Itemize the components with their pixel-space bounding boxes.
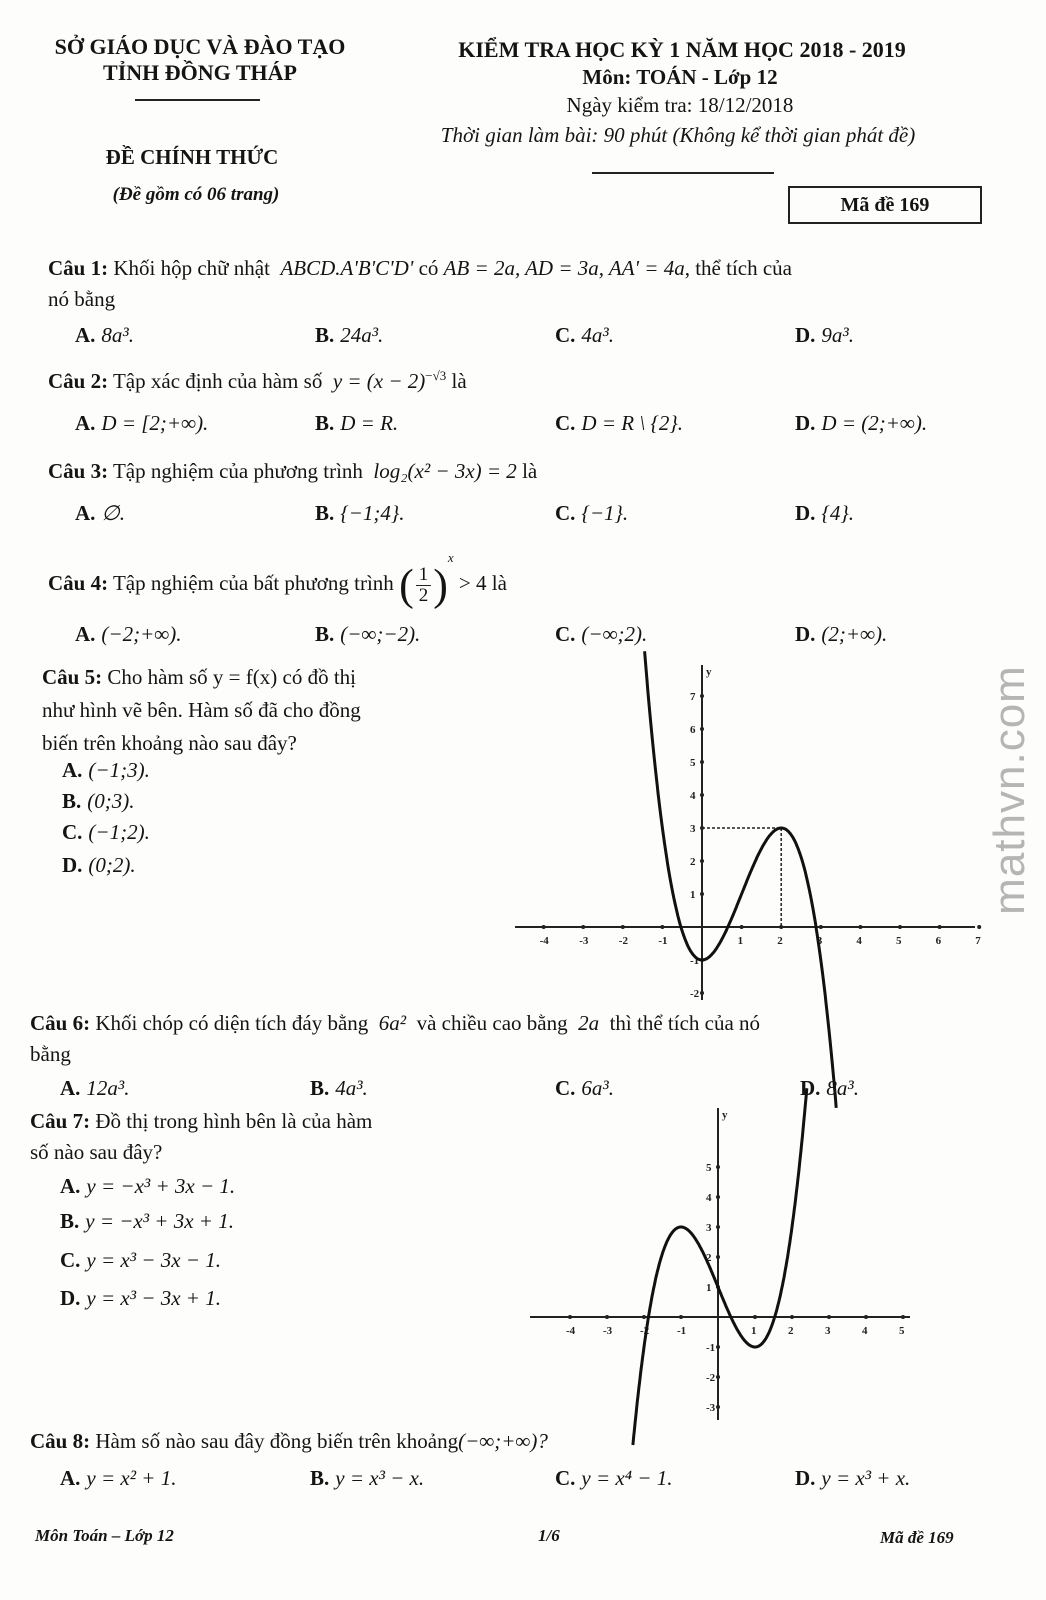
y-tick xyxy=(700,892,704,896)
answer-option-c[interactable] xyxy=(555,323,614,348)
subject: Môn: TOÁN - Lớp 12 xyxy=(582,65,778,89)
question-math: log₂(x² − 3x) = 2 xyxy=(373,459,517,483)
x-tick-label: 3 xyxy=(825,1325,831,1337)
answer-option-b[interactable] xyxy=(310,1076,368,1101)
answer-option-a[interactable] xyxy=(60,1076,129,1101)
question-label: Câu 8: xyxy=(30,1429,91,1453)
option-label: D. xyxy=(60,1286,81,1310)
question-math: y = (x − 2) xyxy=(332,369,426,393)
official-label: ĐỀ CHÍNH THỨC xyxy=(105,145,279,169)
question-text: biến trên khoảng nào sau đây? xyxy=(42,731,297,755)
option-label: B. xyxy=(315,323,335,347)
option-label: A. xyxy=(75,622,96,646)
option-label: D. xyxy=(795,1466,816,1490)
option-text: {4}. xyxy=(821,501,854,525)
option-label: C. xyxy=(62,820,83,844)
answer-option-d[interactable] xyxy=(800,1076,859,1101)
answer-option-d[interactable] xyxy=(795,323,854,348)
question-label: Câu 4: xyxy=(48,571,109,595)
option-text: D = [2;+∞). xyxy=(101,411,209,435)
option-label: B. xyxy=(315,411,335,435)
y-tick-label: 5 xyxy=(706,1162,712,1174)
option-text: y = x³ − 3x + 1. xyxy=(86,1286,221,1310)
option-text: (−∞;−2). xyxy=(340,622,421,646)
option-text: 4a³. xyxy=(581,323,614,347)
option-label: C. xyxy=(555,501,576,525)
y-tick-label: -3 xyxy=(706,1402,716,1414)
answer-option-b[interactable] xyxy=(315,622,420,647)
y-tick-label: 4 xyxy=(706,1192,712,1204)
option-text: y = x² + 1. xyxy=(86,1466,177,1490)
x-tick xyxy=(679,1315,683,1319)
option-label: C. xyxy=(555,1466,576,1490)
option-text: (−1;2). xyxy=(88,820,150,844)
divider xyxy=(592,172,774,174)
option-text: D = R \ {2}. xyxy=(581,411,683,435)
x-tick xyxy=(568,1315,572,1319)
answer-option-b[interactable] xyxy=(315,411,398,436)
option-text: D = (2;+∞). xyxy=(821,411,928,435)
exam-code-box xyxy=(788,186,982,224)
y-tick xyxy=(716,1165,720,1169)
option-label: B. xyxy=(62,789,82,813)
x-tick xyxy=(819,925,823,929)
exam-duration: Thời gian làm bài: 90 phút (Không kể thời gian phát đề) xyxy=(440,123,916,147)
question-text-line2: bằng xyxy=(30,1042,71,1066)
answer-option-d[interactable] xyxy=(795,1466,910,1491)
x-tick-label: 1 xyxy=(737,935,744,947)
answer-option-b[interactable] xyxy=(315,501,404,526)
question-math: (−∞;+∞)? xyxy=(458,1429,548,1453)
exponent: x xyxy=(447,550,454,565)
exam-date: Ngày kiểm tra: 18/12/2018 xyxy=(566,93,794,117)
x-tick xyxy=(581,925,585,929)
question-4: Câu 4: Tập nghiệm của bất phương trình ( $\frac{1}{2}$ )$^x$ > 4 là xyxy=(48,550,507,610)
option-text: (−∞;2). xyxy=(581,622,648,646)
option-label: D. xyxy=(795,622,816,646)
x-tick-label: 3 xyxy=(816,935,823,947)
question-text: Hàm số nào sau đây đồng biến trên khoảng xyxy=(95,1429,459,1453)
watermark: mathvn.com xyxy=(985,665,1034,915)
question-label: Câu 6: xyxy=(30,1011,91,1035)
y-tick xyxy=(716,1375,720,1379)
answer-option-c[interactable] xyxy=(555,501,628,526)
x-tick-label: 4 xyxy=(856,935,862,947)
y-tick xyxy=(700,694,704,698)
x-tick-label: -1 xyxy=(658,935,668,947)
answer-option-c[interactable] xyxy=(555,1466,672,1491)
answer-option-c[interactable] xyxy=(555,622,647,647)
question-label: Câu 1: xyxy=(48,256,109,280)
x-tick xyxy=(642,1315,646,1319)
option-text: D = R. xyxy=(340,411,399,435)
option-label: D. xyxy=(795,323,816,347)
function-curve xyxy=(633,1088,807,1445)
x-tick xyxy=(790,1315,794,1319)
answer-option-d[interactable] xyxy=(795,501,854,526)
y-tick-label: 2 xyxy=(690,856,696,868)
question-math: > 4 xyxy=(458,571,487,595)
exam-code: Mã đề 169 xyxy=(840,193,930,216)
province-name: TỈNH ĐỒNG THÁP xyxy=(103,60,297,85)
y-tick-label: 7 xyxy=(690,691,696,703)
option-text: y = −x³ + 3x + 1. xyxy=(85,1209,234,1233)
question-label: Câu 2: xyxy=(48,369,109,393)
y-tick-label: -1 xyxy=(706,1342,716,1354)
x-tick xyxy=(864,1315,868,1319)
option-label: A. xyxy=(75,323,96,347)
x-tick-label: 2 xyxy=(777,935,783,947)
answer-option-c[interactable] xyxy=(60,1248,221,1273)
question-label: Câu 3: xyxy=(48,459,109,483)
option-label: C. xyxy=(555,411,576,435)
option-text: {−1}. xyxy=(581,501,629,525)
option-text: ∅. xyxy=(101,501,125,525)
option-text: 4a³. xyxy=(335,1076,368,1100)
x-tick xyxy=(605,1315,609,1319)
exponent: −√3 xyxy=(425,368,447,383)
option-label: C. xyxy=(555,622,576,646)
question-text: Đồ thị trong hình bên là của hàm xyxy=(95,1109,373,1133)
answer-option-b[interactable] xyxy=(315,323,383,348)
answer-option-d[interactable] xyxy=(795,411,927,436)
option-text: y = x³ + x. xyxy=(821,1466,911,1490)
option-label: C. xyxy=(555,1076,576,1100)
y-tick xyxy=(700,859,704,863)
x-tick-label: 1 xyxy=(751,1325,757,1337)
answer-option-b[interactable] xyxy=(62,789,135,814)
question-text: Tập nghiệm của bất phương trình xyxy=(112,571,394,595)
answer-option-a[interactable] xyxy=(60,1466,176,1491)
answer-option-b[interactable] xyxy=(310,1466,424,1491)
option-label: A. xyxy=(75,501,96,525)
question-text: , thể tích của xyxy=(684,256,793,280)
x-tick-label: -2 xyxy=(618,935,628,947)
option-text: (−2;+∞). xyxy=(101,622,182,646)
option-text: (2;+∞). xyxy=(821,622,888,646)
option-label: D. xyxy=(795,501,816,525)
x-tick xyxy=(898,925,902,929)
function-graph-q5 xyxy=(500,655,980,1005)
y-tick-label: 3 xyxy=(690,823,696,835)
y-tick xyxy=(716,1405,720,1409)
option-label: B. xyxy=(60,1209,80,1233)
footer-exam-code: Mã đề 169 xyxy=(880,1528,954,1547)
answer-option-a[interactable] xyxy=(75,501,125,526)
answer-option-c[interactable] xyxy=(62,820,150,845)
question-text: thì thể tích của nó xyxy=(609,1011,761,1035)
answer-option-a[interactable] xyxy=(60,1174,235,1199)
x-tick xyxy=(977,925,981,929)
x-tick-label: 5 xyxy=(899,1325,905,1337)
y-axis-label: y xyxy=(706,666,712,678)
question-1 xyxy=(48,256,792,281)
y-tick xyxy=(700,727,704,731)
answer-option-a[interactable] xyxy=(75,411,208,436)
question-text: là xyxy=(522,459,538,483)
question-text: như hình vẽ bên. Hàm số đã cho đồng xyxy=(42,698,361,722)
question-3 xyxy=(48,459,537,484)
y-tick xyxy=(716,1345,720,1349)
y-tick xyxy=(716,1195,720,1199)
question-6 xyxy=(30,1011,760,1036)
answer-option-b[interactable] xyxy=(60,1209,234,1234)
option-label: A. xyxy=(60,1174,81,1198)
option-text: 9a³. xyxy=(821,323,854,347)
question-text-line2: nó bằng xyxy=(48,287,116,311)
exam-title: KIỂM TRA HỌC KỲ 1 NĂM HỌC 2018 - 2019 xyxy=(458,37,906,62)
question-text: Cho hàm số y = f(x) có đồ thị xyxy=(107,665,356,689)
question-math: 2a xyxy=(578,1011,600,1035)
footer-subject: Môn Toán – Lớp 12 xyxy=(35,1526,174,1545)
question-text: Tập xác định của hàm số xyxy=(112,369,323,393)
question-text: Khối hộp chữ nhật xyxy=(113,256,270,280)
option-text: 12a³. xyxy=(86,1076,130,1100)
x-tick xyxy=(753,1315,757,1319)
answer-option-c[interactable] xyxy=(555,411,683,436)
denominator: 2 xyxy=(418,584,429,606)
y-tick xyxy=(700,760,704,764)
x-tick-label: 4 xyxy=(862,1325,868,1337)
question-7 xyxy=(30,1106,372,1168)
option-text: (0;2). xyxy=(88,853,136,877)
x-tick-label: 5 xyxy=(896,935,902,947)
option-text: 8a³. xyxy=(826,1076,859,1100)
x-tick xyxy=(660,925,664,929)
option-label: A. xyxy=(60,1076,81,1100)
question-text: và chiều cao bằng xyxy=(416,1011,568,1035)
x-tick-label: -4 xyxy=(566,1325,576,1337)
x-tick-label: -3 xyxy=(603,1325,613,1337)
x-tick xyxy=(827,1315,831,1319)
option-text: 8a³. xyxy=(101,323,134,347)
option-label: B. xyxy=(315,622,335,646)
y-tick-label: 6 xyxy=(690,724,696,736)
function-graph-q7 xyxy=(540,1100,920,1425)
option-text: y = x⁴ − 1. xyxy=(581,1466,673,1490)
option-label: D. xyxy=(800,1076,821,1100)
question-text: là xyxy=(451,369,467,393)
y-tick-label: -2 xyxy=(690,988,700,1000)
answer-option-d[interactable] xyxy=(60,1286,221,1311)
answer-option-c[interactable] xyxy=(555,1076,614,1101)
answer-option-a[interactable] xyxy=(62,758,150,783)
option-label: C. xyxy=(60,1248,81,1272)
option-label: D. xyxy=(795,411,816,435)
answer-option-a[interactable] xyxy=(75,622,181,647)
option-text: (0;3). xyxy=(87,789,135,813)
question-text: có xyxy=(418,256,439,280)
x-tick-label: -2 xyxy=(640,1325,650,1337)
y-tick-label: 3 xyxy=(706,1222,712,1234)
question-label: Câu 7: xyxy=(30,1109,91,1133)
x-tick-label: -3 xyxy=(579,935,589,947)
question-text: Tập nghiệm của phương trình xyxy=(112,459,363,483)
x-tick xyxy=(621,925,625,929)
y-tick-label: 1 xyxy=(706,1282,712,1294)
y-tick-label: 2 xyxy=(706,1252,712,1264)
function-curve xyxy=(645,651,837,1108)
question-math: AB = 2a, AD = 3a, AA' = 4a xyxy=(443,256,685,280)
y-tick xyxy=(716,1225,720,1229)
x-tick-label: -4 xyxy=(539,935,549,947)
x-tick xyxy=(938,925,942,929)
option-label: B. xyxy=(310,1076,330,1100)
question-text: Khối chóp có diện tích đáy bằng xyxy=(95,1011,369,1035)
y-tick xyxy=(700,991,704,995)
question-math: 6a² xyxy=(378,1011,407,1035)
y-tick-label: -1 xyxy=(690,955,700,967)
question-label: Câu 5: xyxy=(42,665,103,689)
question-text: là xyxy=(491,571,507,595)
option-label: A. xyxy=(62,758,83,782)
y-tick-label: 5 xyxy=(690,757,696,769)
answer-option-d[interactable] xyxy=(62,853,136,878)
y-tick-label: 4 xyxy=(690,790,696,802)
option-label: D. xyxy=(62,853,83,877)
y-axis-label: y xyxy=(722,1109,728,1121)
option-text: y = −x³ + 3x − 1. xyxy=(86,1174,236,1198)
option-label: A. xyxy=(75,411,96,435)
x-tick xyxy=(901,1315,905,1319)
option-text: y = x³ − 3x − 1. xyxy=(86,1248,221,1272)
question-5 xyxy=(42,661,361,760)
x-tick-label: -1 xyxy=(677,1325,687,1337)
option-text: y = x³ − x. xyxy=(335,1466,425,1490)
question-2 xyxy=(48,368,467,394)
question-text: số nào sau đây? xyxy=(30,1140,163,1164)
question-math: ABCD.A'B'C'D' xyxy=(280,256,414,280)
option-text: 6a³. xyxy=(581,1076,614,1100)
answer-option-d[interactable] xyxy=(795,622,887,647)
department-name: SỞ GIÁO DỤC VÀ ĐÀO TẠO xyxy=(54,34,346,59)
divider xyxy=(135,99,260,101)
x-tick-label: 6 xyxy=(935,935,942,947)
page-number: 1/6 xyxy=(538,1526,560,1545)
x-tick-label: 7 xyxy=(975,935,981,947)
option-text: (−1;3). xyxy=(88,758,150,782)
x-tick-label: 2 xyxy=(788,1325,794,1337)
x-tick xyxy=(542,925,546,929)
x-tick xyxy=(740,925,744,929)
question-8 xyxy=(30,1429,548,1454)
y-tick xyxy=(716,1255,720,1259)
y-tick-label: 1 xyxy=(690,889,696,901)
option-label: B. xyxy=(310,1466,330,1490)
option-text: 24a³. xyxy=(340,323,384,347)
answer-option-a[interactable] xyxy=(75,323,134,348)
option-label: C. xyxy=(555,323,576,347)
pages-note: (Đề gồm có 06 trang) xyxy=(112,184,280,205)
option-label: A. xyxy=(60,1466,81,1490)
option-label: B. xyxy=(315,501,335,525)
y-tick xyxy=(700,793,704,797)
x-tick xyxy=(858,925,862,929)
fraction xyxy=(416,565,432,606)
option-text: {−1;4}. xyxy=(340,501,405,525)
numerator: 1 xyxy=(416,565,432,586)
y-tick-label: -2 xyxy=(706,1372,716,1384)
